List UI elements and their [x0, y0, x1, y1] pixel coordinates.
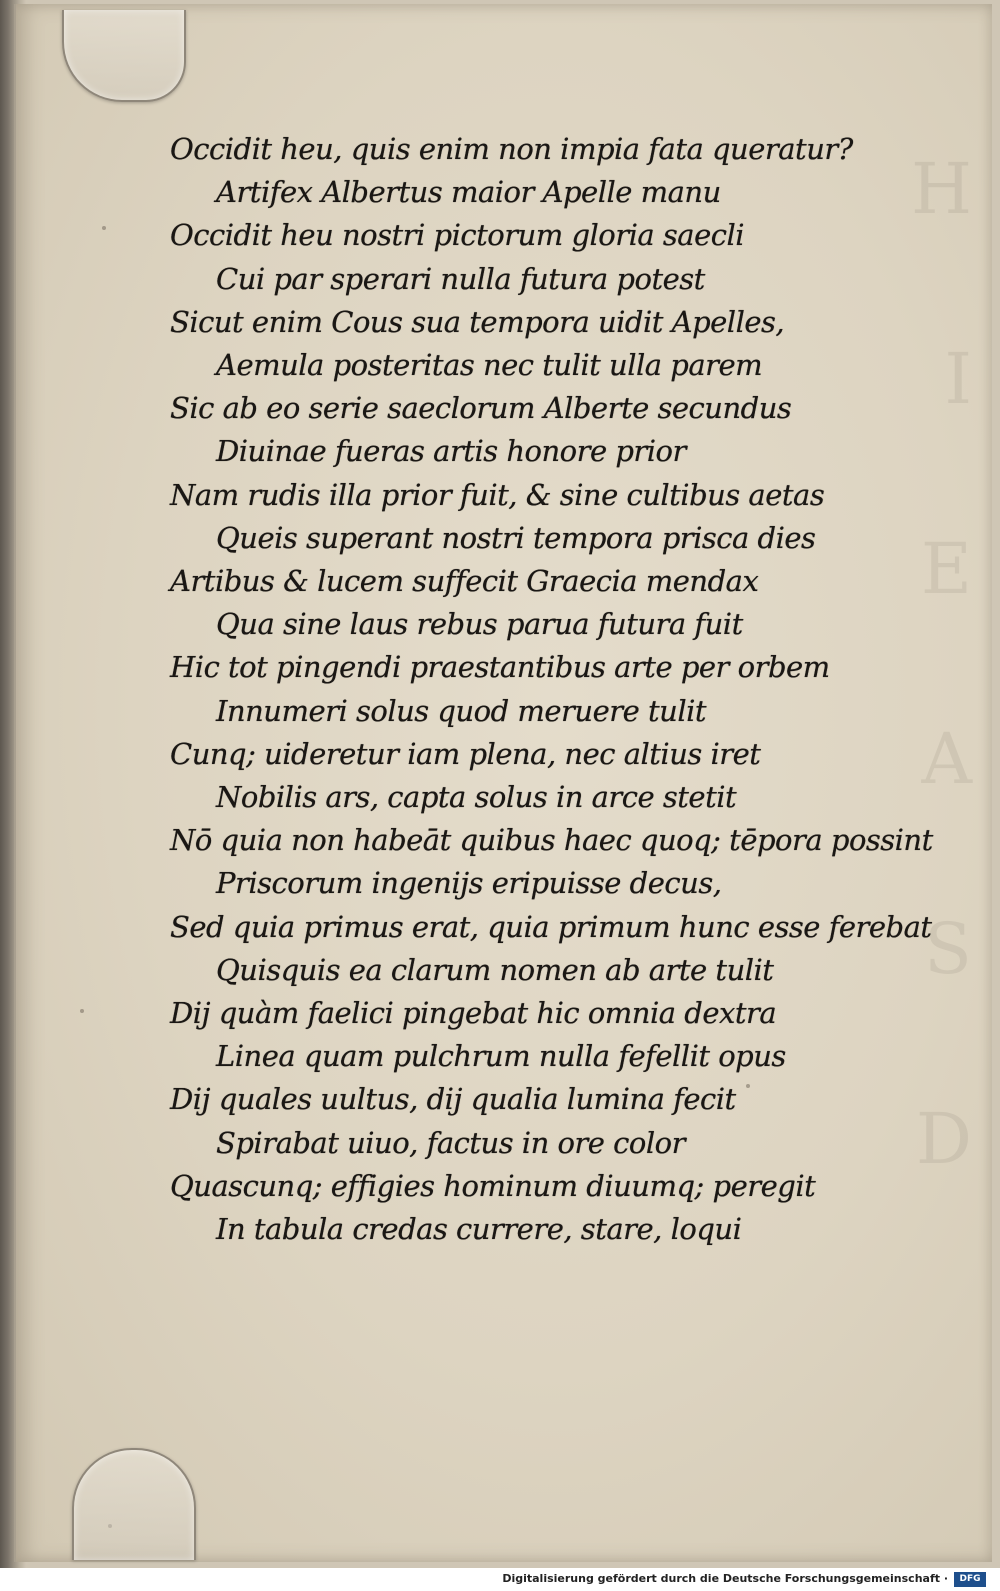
- verse-line-3: Occidit heu nostri pictorum gloria saecli: [170, 218, 745, 253]
- verse-line-2: Artifex Albertus maior Apelle manu: [216, 175, 721, 210]
- verse-line-25: Quascunq; effigies hominum diuumq; peregit: [170, 1168, 816, 1203]
- verse-line-14: Innumeri solus quod meruere tulit: [216, 693, 707, 728]
- verse-line-13: Hic tot pingendi praestantibus arte per orbem: [170, 650, 830, 685]
- verse-line-4: Cui par sperari nulla futura potest: [216, 261, 705, 296]
- verse-line-18: Priscorum ingenijs eripuisse decus,: [216, 866, 722, 901]
- verse-line-17: Nō quia non habeāt quibus haec quoq; tēpora possint: [170, 823, 933, 858]
- verse-line-26: In tabula credas currere, stare, loqui: [216, 1212, 742, 1247]
- verse-line-19: Sed quia primus erat, quia primum hunc esse ferebat: [170, 909, 932, 944]
- verse-line-5: Sicut enim Cous sua tempora uidit Apelles,: [170, 304, 785, 339]
- verse-line-23: Dij quales uultus, dij qualia lumina fecit: [170, 1082, 736, 1117]
- show-through-text: H I E A S D: [910, 148, 972, 1180]
- verse-line-24: Spirabat uiuo, factus in ore color: [216, 1125, 685, 1160]
- verse-line-11: Artibus & lucem suffecit Graecia mendax: [170, 564, 759, 599]
- funding-credit: Digitalisierung gefördert durch die Deutsche Forschungsgemeinschaft ·: [502, 1572, 948, 1585]
- verse-line-10: Queis superant nostri tempora prisca dies: [216, 520, 816, 555]
- verse-line-16: Nobilis ars, capta solus in arce stetit: [216, 780, 737, 815]
- poem-text: [170, 128, 933, 1251]
- verse-line-7: Sic ab eo serie saeclorum Alberte secundus: [170, 391, 792, 426]
- bottom-page-clip: [72, 1448, 196, 1560]
- verse-line-21: Dij quàm faelici pingebat hic omnia dextra: [170, 996, 777, 1031]
- verse-line-12: Qua sine laus rebus parua futura fuit: [216, 607, 743, 642]
- verse-line-8: Diuinae fueras artis honore prior: [216, 434, 686, 469]
- verse-line-6: Aemula posteritas nec tulit ulla parem: [216, 348, 763, 383]
- verse-line-1: Occidit heu, quis enim non impia fata queratur?: [170, 132, 853, 166]
- dfg-logo: DFG: [954, 1572, 986, 1587]
- digitization-footer: [0, 1568, 1000, 1591]
- verse-line-9: Nam rudis illa prior fuit, & sine cultibus aetas: [170, 477, 825, 512]
- verse-line-15: Cunq; uideretur iam plena, nec altius iret: [170, 736, 761, 771]
- verse-line-20: Quisquis ea clarum nomen ab arte tulit: [216, 952, 774, 987]
- verse-line-22: Linea quam pulchrum nulla fefellit opus: [216, 1039, 786, 1074]
